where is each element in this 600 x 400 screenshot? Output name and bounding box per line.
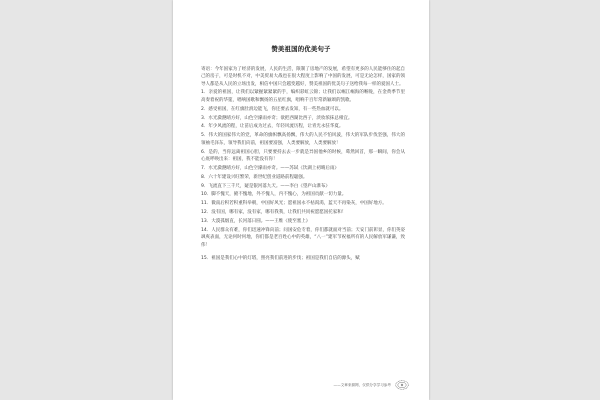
- paragraph-11: 11．微南后积若积重科举朝，中国好风光；愿祖国永不枯渴渴，蓝天不再染灰，中国好地方。: [201, 201, 387, 207]
- page-title: 赞美祖国的优美句子: [271, 45, 331, 53]
- paragraph-4: 4．年少风流的程，让苗后成为过去，年轻风流历程，让青光永驻华夏。: [201, 124, 344, 130]
- paragraph-7: 7．水光潋滟晴方好，山色空濛雨亦奇。——苏轼《饮湖上初晴后雨》: [201, 165, 339, 171]
- paragraph-5: 5．伟大的国家伟大的党，革命的旗帜飘高扬飘，伟大的人民不怕风波，伟大的军队步伐坚强，伟大的领袖毛泽东，领导我们向前，祖国要富强，人类要解放，人类要解放！: [201, 133, 405, 146]
- paragraph-2: 2．感受祖国，在红旗肚滑边能飞，你还要去发知，有一些热血就可以。: [201, 106, 344, 112]
- paragraph-8: 8．六十年建设兴旺繁荣，新世纪创业道路前程聪强。: [201, 174, 308, 180]
- paragraph-6: 6．是的，当你远离祖国心胆，只要要持去去一步就是异国他乡的时候，蓦然回首，那一瞬间，你会从心底呼唤出来：祖国，我不能没有你！: [201, 149, 405, 162]
- paragraph-3: 3．水光潋滟晴方好，山色空濛雨亦奇；欲把西湖比西子，淡妆浓抹总相宜。: [201, 115, 353, 121]
- paragraph-15: 15．祖国是我们心中的灯塔，照亮我们前进的步伐；祖国是我们自信的源头，赋: [201, 255, 360, 261]
- article-body: [201, 66, 405, 264]
- paragraph-intro: 寄语：今年国家为了经济的发展，人民的生活，限制了房地产的发展，希望有更多的人民能够住的起自己的房子，可是时机不对，中美贸易大战也在很大程度上影响了中国的发展，可是无论怎样，国家的领导人都是从人民的立场出发，相信中国只会越变越好，赞美祖国的优美句子送给我每一样的爱国人士。: [201, 67, 405, 87]
- gear-badge-icon: [395, 380, 409, 390]
- paragraph-10: 10．脚不愧天，俯不愧地，外不愧人，内不愧心，为祖国贡献一切力量。: [201, 192, 347, 198]
- footer-note: ——文章来源网，仅供分享学习参考: [333, 382, 391, 387]
- paragraph-9: 9．飞流直下三千尺，疑是银河落九天。——李白《望庐山瀑布》: [201, 183, 330, 189]
- paragraph-14: 14．人民群众有难，你们迅速冲锋向前；问国安危专着，你们都就面对当前；天安门前彰显，你们英姿飒爽表面，无论何时何地，你们都是老百姓心中的英雄，“八一”建军节祝福所有的人民解放军谦谦，致伟！: [201, 227, 405, 248]
- paragraph-12: 12．没有国，哪有家，没有家，哪有我我，让我们共同祝愿愿国托家和！: [201, 210, 347, 216]
- paragraph-13: 13．大漠孤烟直，长河落日圆。——王维《使至塞上》: [201, 219, 311, 225]
- document-page: [173, 0, 429, 400]
- paragraph-1: 1．亲爱的祖国，让我们以紧握紧紧紧的手，编织彩虹云锦；让我们以崛江崛海的喉咙，在金黄季节里高奏着祝的华筵，唱响国歌和飘扬的五星红旗，唱响千百年常新颖颂的凯歌。: [201, 90, 405, 103]
- page-footer: [334, 380, 410, 390]
